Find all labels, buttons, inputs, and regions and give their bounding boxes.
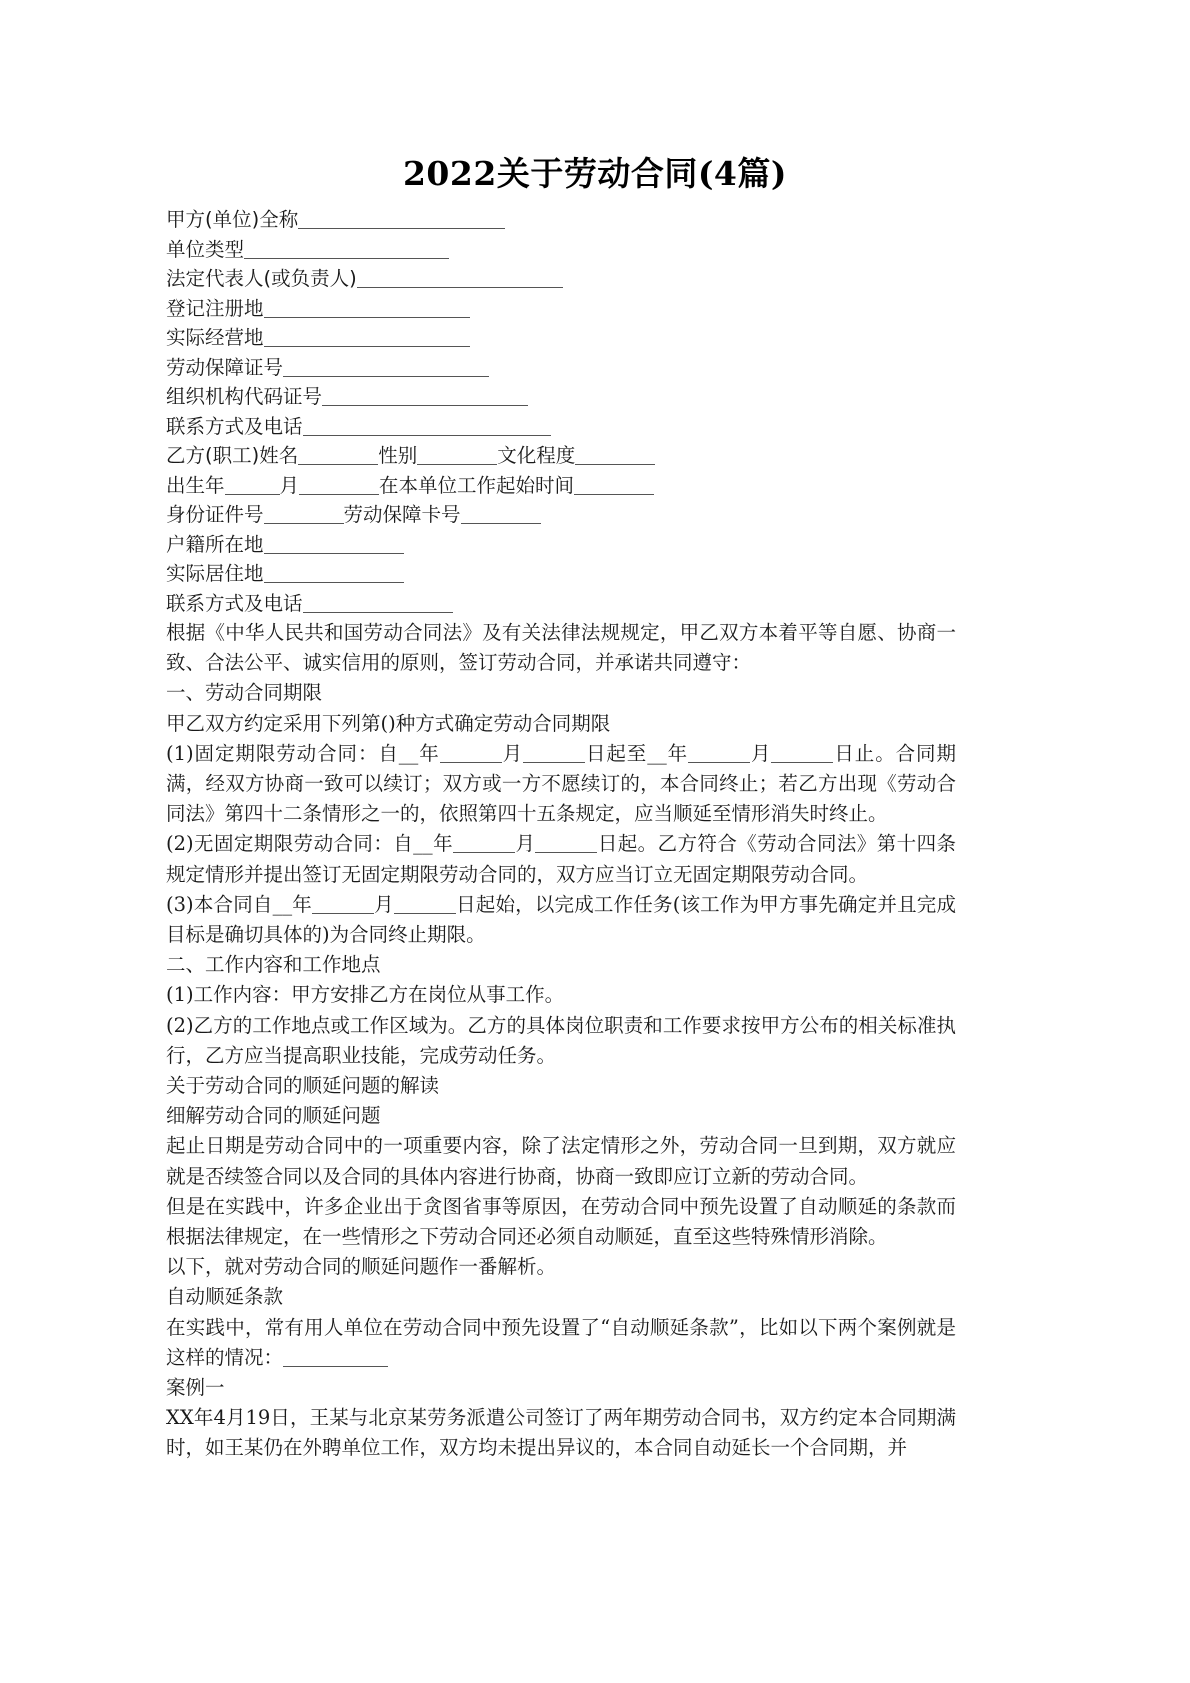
field-label: 联系方式及电话 [166,414,303,438]
education-blank[interactable] [575,448,655,465]
clause-1-blank-c[interactable] [688,747,750,763]
employee-name-blank[interactable] [298,448,378,465]
form-field-row [166,235,956,265]
form-field-row [166,382,956,412]
clause-2-suffix: 日起。乙方符合《劳动合同法》第十四条规定情形并提出签订无固定期限劳动合同的，双方应当订立无固定期限劳动合同。 [166,832,956,886]
clause-1-blank-d[interactable] [771,747,833,763]
birth-year-blank[interactable] [225,478,280,495]
clause-task-based [166,890,956,950]
article-paragraph: 起止日期是劳动合同中的一项重要内容，除了法定情形之外，劳动合同一旦到期，双方就应就是否续签合同以及合同的具体内容进行协商，协商一致即应订立新的劳动合同。 [166,1134,956,1188]
clause-3-mid1: 月 [373,892,394,916]
gender-blank[interactable] [417,448,497,465]
field-blank[interactable] [264,330,470,347]
residence-row [166,559,956,589]
field-label: 劳动保障证号 [166,355,284,379]
section-heading-1: 一、劳动合同期限 [166,681,323,705]
employee-contact-row [166,589,956,619]
preamble-paragraph: 根据《中华人民共和国劳动合同法》及有关法律法规规定，甲乙双方本着平等自愿、协商一致、合法公平、诚实信用的原则，签订劳动合同，并承诺共同遵守： [166,621,956,675]
field-label: 法定代表人(或负责人) [166,267,357,290]
id-number-blank[interactable] [264,507,344,524]
clause-fixed-term [166,739,956,830]
clause-3-blank-a[interactable] [312,898,374,914]
id-number-label: 身份证件号 [166,503,264,526]
field-blank[interactable] [298,212,505,229]
field-label: 实际经营地 [166,326,264,349]
form-field-row [166,294,956,324]
education-label: 文化程度 [497,444,576,467]
residence-blank[interactable] [264,566,404,583]
practice-blank[interactable] [283,1351,388,1367]
clause-2-prefix: (2)无固定期限劳动合同：自__年 [166,832,454,856]
clause-1-blank-a[interactable] [440,747,502,763]
form-field-row [166,412,956,442]
field-label: 组织机构代码证号 [166,385,323,408]
clause-1-prefix: (1)固定期限劳动合同：自__年 [166,741,440,765]
article-subheading: 自动顺延条款 [166,1285,284,1309]
document-body [166,205,956,1464]
article-heading-2: 细解劳动合同的顺延问题 [166,1104,381,1128]
form-field-row [166,353,956,383]
practice-paragraph [166,1313,956,1373]
employee-contact-label: 联系方式及电话 [166,591,303,615]
page-title: 2022关于劳动合同(4篇) [402,154,788,193]
clause-2-mid1: 月 [515,832,536,856]
clause-3-suffix: 日起始，以完成工作任务(该工作为甲方事先确定并且完成目标是确切具体的)为合同终止期限。 [166,892,956,947]
household-label: 户籍所在地 [166,532,264,556]
birth-month-blank[interactable] [299,478,379,495]
clause-1-mid3: 月 [750,741,772,765]
field-blank[interactable] [283,360,489,377]
article-paragraph: 以下，就对劳动合同的顺延问题作一番解析。 [166,1255,557,1279]
household-blank[interactable] [264,537,404,554]
employee-contact-blank[interactable] [303,596,453,613]
field-blank[interactable] [264,301,470,318]
work-location-clause: (2)乙方的工作地点或工作区域为。乙方的具体岗位职责和工作要求按甲方公布的相关标准执行，乙方应当提高职业技能，完成劳动任务。 [166,1013,956,1067]
section-1-intro: 甲乙双方约定采用下列第()种方式确定劳动合同期限 [166,711,611,735]
field-label: 甲方(单位)全称 [166,208,299,231]
clause-open-term [166,829,956,889]
gender-label: 性别 [378,444,418,467]
household-row [166,530,956,560]
labor-card-blank[interactable] [461,507,541,524]
field-label: 单位类型 [166,237,245,261]
residence-label: 实际居住地 [166,562,264,585]
clause-2-blank-b[interactable] [535,837,597,853]
case-label: 案例一 [166,1376,225,1400]
section-heading-2: 二、工作内容和工作地点 [166,953,381,977]
field-blank[interactable] [322,389,528,406]
article-paragraph: 但是在实践中，许多企业出于贪图省事等原因，在劳动合同中预先设置了自动顺延的条款而根据法律规定，在一些情形之下劳动合同还必须自动顺延，直至这些特殊情形消除。 [166,1194,956,1249]
field-label: 登记注册地 [166,296,264,320]
clause-1-mid2: 日起至__年 [585,741,689,765]
practice-text: 在实践中，常有用人单位在劳动合同中预先设置了“自动顺延条款”，比如以下两个案例就是这样的情况： [166,1315,956,1369]
field-blank[interactable] [303,419,551,436]
article-heading-1: 关于劳动合同的顺延问题的解读 [166,1074,440,1098]
case-paragraph: XX年4月19日，王某与北京某劳务派遣公司签订了两年期劳动合同书，双方约定本合同期满时，如王某仍在外聘单位工作，双方均未提出异议的，本合同自动延长一个合同期，并 [166,1406,956,1460]
clause-1-suffix: 日止。合同期满，经双方协商一致可以续订；双方或一方不愿续订的，本合同终止；若乙方出现《劳动合同法》第四十二条情形之一的，依照第四十五条规定，应当顺延至情形消失时终止。 [166,741,956,826]
clause-1-mid1: 月 [501,741,524,765]
form-field-row [166,323,956,353]
clause-1-blank-b[interactable] [523,747,585,763]
labor-card-label: 劳动保障卡号 [343,503,461,526]
clause-2-blank-a[interactable] [453,837,515,853]
field-blank[interactable] [244,242,449,259]
start-date-label: 在本单位工作起始时间 [379,473,575,497]
birth-year-label: 出生年 [166,473,225,497]
employee-name-label: 乙方(职工)姓名 [166,444,299,467]
form-field-row [166,264,956,294]
employee-name-row [166,441,956,471]
field-blank[interactable] [357,271,563,288]
birth-row [166,471,956,501]
birth-month-label: 月 [279,473,300,497]
start-date-blank[interactable] [574,478,654,495]
clause-3-blank-b[interactable] [394,898,456,914]
work-content-clause: (1)工作内容：甲方安排乙方在岗位从事工作。 [166,983,565,1007]
clause-3-prefix: (3)本合同自__年 [166,892,312,916]
form-field-row [166,205,956,235]
id-row [166,500,956,530]
